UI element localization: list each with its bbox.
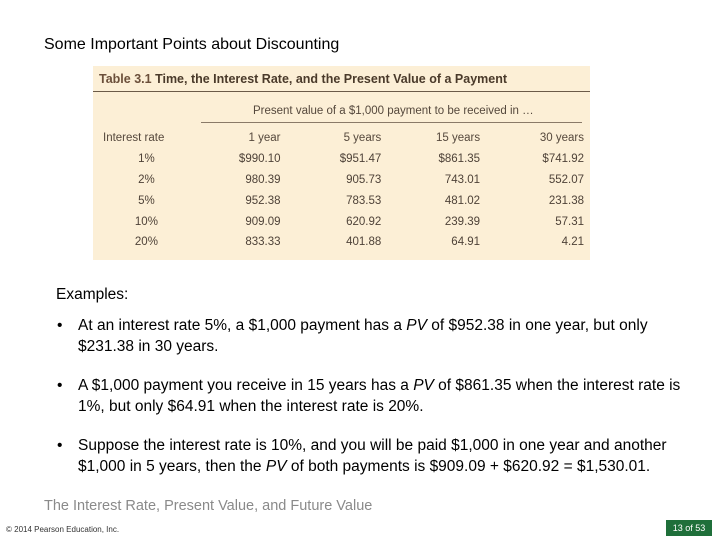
table-row	[93, 232, 590, 253]
header-15-years: 15 years	[435, 132, 481, 145]
table-cell: 909.09	[245, 215, 281, 228]
table-cell: 905.73	[346, 173, 382, 186]
pv-term: PV	[413, 377, 434, 394]
header-1-year: 1 year	[248, 132, 281, 145]
pv-term: PV	[406, 317, 427, 334]
bullet-text-post: of $861.35 when the interest rate is 1%, but only $64.91 when the interest rate is 20%.	[78, 377, 681, 415]
page-number-badge: 13 of 53	[666, 520, 712, 536]
table-cell: $951.47	[339, 153, 382, 166]
bullet-icon: •	[57, 437, 63, 454]
bullet-text-pre: At an interest rate 5%, a $1,000 payment has a	[78, 317, 407, 334]
table-cell: 833.33	[245, 236, 281, 249]
table-cell: 2%	[138, 173, 155, 186]
table-grid	[93, 128, 590, 253]
footer-chapter-title: The Interest Rate, Present Value, and Future Value	[44, 498, 373, 514]
table-cell: $861.35	[438, 153, 481, 166]
table-number: Table 3.1	[99, 72, 152, 86]
table-cell: 481.02	[444, 194, 481, 207]
table-cell: 783.53	[346, 194, 382, 207]
table-row	[93, 170, 590, 191]
caption-rule	[93, 91, 590, 92]
slide-title: Some Important Points about Discounting	[44, 36, 340, 53]
table-cell: 4.21	[561, 236, 584, 249]
table-cell: 64.91	[451, 236, 481, 249]
spanner-rule	[201, 122, 582, 123]
table-cell: 57.31	[555, 215, 584, 228]
bullet-text-post: of $952.38 in one year, but only $231.38 in 30 years.	[78, 317, 648, 355]
table-cell: 620.92	[346, 215, 382, 228]
column-spanner: Present value of a $1,000 payment to be received in …	[253, 105, 534, 117]
table-row	[93, 211, 590, 232]
table-caption	[99, 72, 507, 86]
table-cell: 1%	[138, 153, 155, 166]
list-item	[56, 436, 696, 477]
examples-list	[56, 316, 696, 496]
table-cell: 743.01	[444, 173, 481, 186]
table-cell: 231.38	[548, 194, 584, 207]
bullet-text-pre: A $1,000 payment you receive in 15 years has a	[78, 377, 414, 394]
list-item	[56, 376, 696, 417]
table-cell: 552.07	[548, 173, 584, 186]
list-item	[56, 316, 696, 357]
table-cell: 952.38	[245, 194, 281, 207]
table-cell: 10%	[134, 215, 158, 228]
table-row	[93, 190, 590, 211]
pv-term: PV	[265, 457, 287, 475]
table-row	[93, 149, 590, 170]
bullet-icon: •	[57, 317, 63, 334]
table-cell: $990.10	[238, 153, 281, 166]
table-cell: 401.88	[346, 236, 382, 249]
present-value-table	[93, 66, 590, 260]
table-cell: 20%	[134, 236, 158, 249]
table-header-row	[93, 128, 590, 149]
examples-label: Examples:	[56, 286, 129, 303]
bullet-text-pre: Suppose the interest rate is 10%, and you will be paid $1,000 in one year and another $1,000 in 5 years, then the	[78, 437, 667, 475]
table-cell: 239.39	[444, 215, 481, 228]
bullet-text-post: of both payments is $909.09 + $620.92 = $1,530.01.	[286, 457, 651, 475]
header-5-years: 5 years	[343, 132, 382, 145]
header-30-years: 30 years	[539, 132, 584, 145]
table-cell: 5%	[138, 194, 155, 207]
copyright-notice: © 2014 Pearson Education, Inc.	[6, 525, 120, 534]
table-cell: 980.39	[245, 173, 281, 186]
table-cell: $741.92	[542, 153, 584, 166]
bullet-icon: •	[57, 377, 63, 394]
header-interest-rate: Interest rate	[103, 132, 165, 145]
table-caption-text: Time, the Interest Rate, and the Present Value of a Payment	[155, 72, 508, 86]
